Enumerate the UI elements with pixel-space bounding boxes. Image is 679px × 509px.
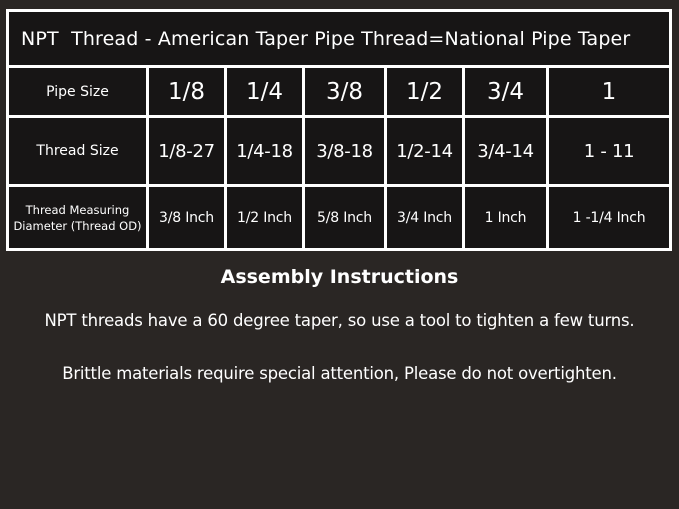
pipe-size-cell: 1/8 (149, 68, 227, 115)
npt-spec-table (6, 9, 672, 251)
thread-diameter-cell: 1/2 Inch (227, 187, 305, 248)
thread-diameter-cell: 3/8 Inch (149, 187, 227, 248)
pipe-size-row (9, 68, 669, 118)
pipe-size-cell: 1/4 (227, 68, 305, 115)
thread-diameter-cell: 1 Inch (465, 187, 549, 248)
row-label-pipe-size: Pipe Size (9, 68, 149, 115)
thread-size-cell: 3/4-14 (465, 118, 549, 184)
assembly-instruction: NPT threads have a 60 degree taper, so use a tool to tighten a few turns. (44, 311, 635, 330)
thread-diameter-cell: 3/4 Inch (387, 187, 465, 248)
thread-size-cell: 1/4-18 (227, 118, 305, 184)
pipe-size-cell: 3/4 (465, 68, 549, 115)
row-label-thread-size: Thread Size (9, 118, 149, 184)
thread-size-cell: 1/8-27 (149, 118, 227, 184)
pipe-size-cell: 1/2 (387, 68, 465, 115)
pipe-size-cell: 3/8 (305, 68, 387, 115)
assembly-instruction: Brittle materials require special attention, Please do not overtighten. (62, 364, 617, 383)
assembly-heading: Assembly Instructions (220, 266, 459, 288)
row-label-line: Thread Measuring (25, 202, 130, 217)
thread-diameter-row (9, 187, 669, 248)
row-label-thread-diameter (9, 187, 149, 248)
thread-size-row (9, 118, 669, 187)
table-title: NPT Thread - American Taper Pipe Thread=National Pipe Taper (9, 12, 669, 68)
row-label-line: Diameter (Thread OD) (13, 218, 142, 233)
thread-diameter-cell: 5/8 Inch (305, 187, 387, 248)
thread-size-cell: 1 - 11 (583, 140, 635, 162)
thread-size-cell: 1/2-14 (387, 118, 465, 184)
pipe-size-cell: 1 (601, 78, 617, 105)
thread-diameter-cell: 1 -1/4 Inch (572, 209, 646, 226)
thread-size-cell: 3/8-18 (305, 118, 387, 184)
